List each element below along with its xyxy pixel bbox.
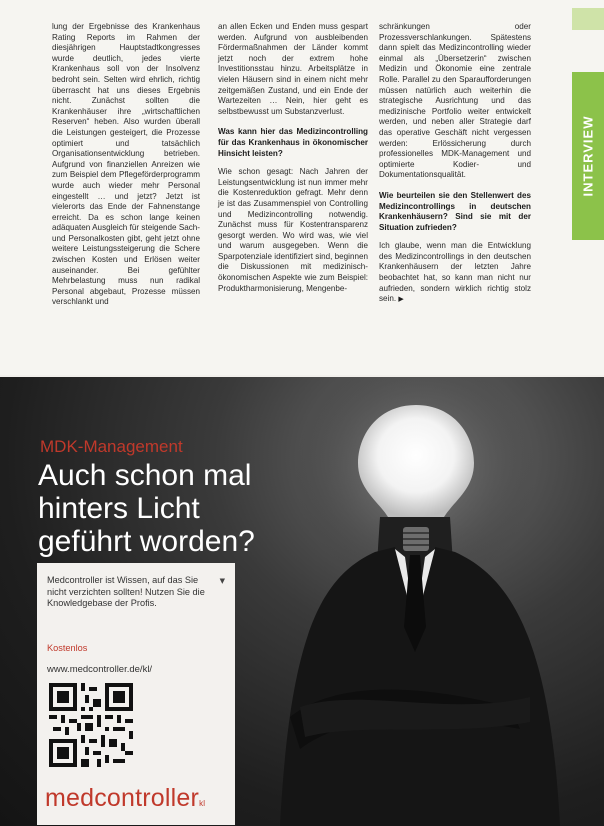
ad-info-box [37, 563, 235, 825]
chevron-down-icon: ▼ [219, 577, 225, 585]
paragraph: Wie schon gesagt: Nach Jahren der Leistungsentwicklung ist nun immer mehr die Kostenreduktion gefragt. Mehr denn je ist das Zusammenspiel von Controlling und Medizincontrolling notwendig. Zunächst muss für Kostentransparenz gesorgt werden. Wo wird was, wie viel und warum ausgegeben. Wenn die Sparpotenziale identifiziert sind, beginnen die Diskussionen mit medizinisch-ökonomischen Aspekte wie zum Beispiel: Produktharmonisierung, Mengenbe- [218, 167, 368, 293]
ad-headline: Auch schon mal hinters Licht geführt worden? [38, 459, 255, 558]
advertisement [0, 377, 604, 826]
paragraph: lung der Ergebnisse des Krankenhaus Rating Reports im Rahmen der diesjährigen Hauptstadtkongresses wurde deutlich, jedes vierte Krankenhaus soll von der Insolvenz bedroht sein. Selten wird ehrlich, richtig überrascht hat uns dieses Ergebnis nicht. Zunächst sollten die Krankenhäuser ihre „wirtschaftlichen Reserven“ heben. Also wurden überall die Leistungen gesteigert, die Prozesse optimiert und tatsächlich Organisationsentwicklung betrieben. Aufgrund von finanziellen Anreizen wie zum Beispiel dem Pflegeförderprogramm wurde auch wieder mehr Personal eingestellt … und jetzt? Jetzt ist vielerorts das Ende der Fahnenstange erreicht. Da es schon lange keinen adäquaten Ausgleich für steigende Sach- und Personalkosten gibt, geht jetzt ohne weitere Leistungssteigerung die Schere zwischen Kosten und Erlösen weiter auseinander. Bei gefühlter Mehrbelastung muss nun radikal Personal abgebaut, Prozesse müssen verschlankt und [52, 22, 200, 307]
article-column-2 [218, 22, 368, 294]
paragraph-text: Ich glaube, wenn man die Entwicklung des Medizincontrollings in den deutschen Krankenhäusern der letzten Jahre beobachtet hat, so kann man nicht nur aufrieden, sondern wirklich richtig stolz sein. [379, 241, 531, 304]
interview-article [0, 0, 604, 375]
section-tab [572, 72, 604, 240]
medcontroller-logo [45, 784, 205, 813]
ad-brand-line: MDK-Management [40, 437, 183, 456]
paragraph [379, 241, 531, 306]
ad-url-link[interactable]: www.medcontroller.de/kl/ [47, 664, 153, 675]
paragraph: an allen Ecken und Enden muss gespart werden. Aufgrund von ausbleibenden Fördermaßnahmen der Länder kommt jetzt noch der extrem hohe Investitionsstau hinzu. Arbeitsplätze in vielen Häusern sind in einem nicht mehr zeitgemäßen Zustand, und ein Ende der Wartezeiten … Nein, hier geht es selbstbewusst um Substanzverlust. [218, 22, 368, 116]
paragraph: schränkungen oder Prozessverschlankungen. Spätestens dann spielt das Medizincontrolling wieder einmal als „Übersetzerin“ zwischen Medizin und Ökonomie eine zentrale Rolle. Parallel zu den Sparaufforderungen müssen natürlich auch weiterhin die strategische Ausrichtung und das medizinische Portfolio weiter entwickelt werden, und neben aller Strategie darf das operative Geschäft nicht vergessen werden: Erlössicherung durch professionelles MDK-Management und optimierte Kodier- und Dokumentationsqualität. [379, 22, 531, 180]
section-tab-label: INTERVIEW [580, 115, 596, 197]
interview-question: Was kann hier das Medizincontrolling für das Krankenhaus in ökonomischer Hinsicht leisten? [218, 127, 368, 158]
ad-cta-label: Kostenlos [47, 643, 88, 653]
logo-wordmark: medcontroller [45, 784, 200, 812]
continue-arrow-icon: ▶ [398, 296, 404, 304]
lightbulb-head-figure [260, 377, 604, 826]
lightbulb-icon [358, 405, 474, 517]
qr-code-icon[interactable] [49, 683, 133, 767]
article-column-1 [52, 22, 200, 308]
section-tab-decoration [572, 8, 604, 30]
article-column-3 [379, 22, 531, 306]
logo-suffix: kl [199, 799, 206, 808]
interview-question: Wie beurteilen sie den Stellenwert des Medizincontrollings in deutschen Krankenhäusern? Sind sie mit der Situation zufrieden? [379, 190, 531, 232]
ad-body-text: Medcontroller ist Wissen, auf das Sie nicht verzichten sollten! Nutzen Sie die Knowledgebase der Profis. [47, 575, 205, 608]
